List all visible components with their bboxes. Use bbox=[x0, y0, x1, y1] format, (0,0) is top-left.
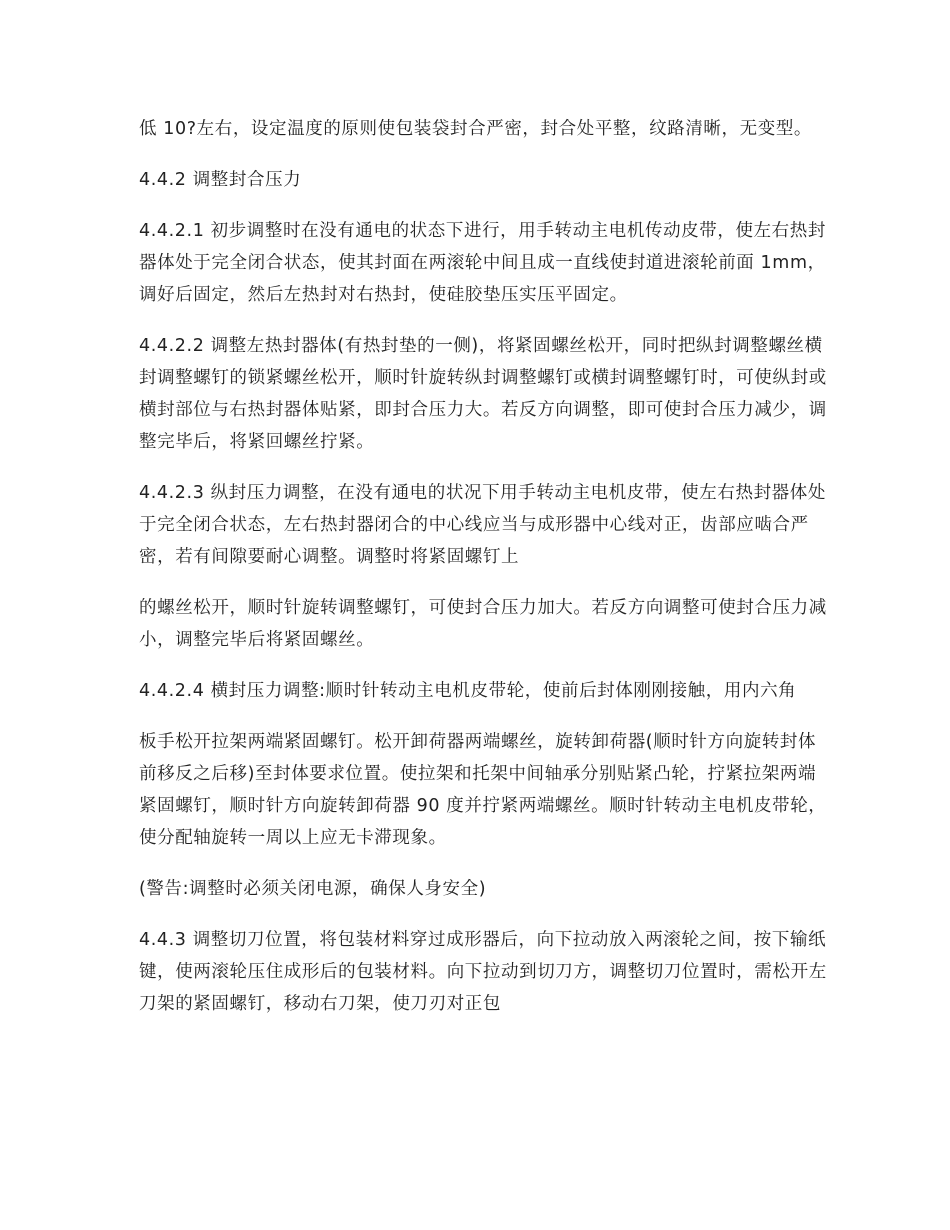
document-page bbox=[139, 113, 829, 1039]
paragraph-4-4-2-1: 4.4.2.1 初步调整时在没有通电的状态下进行，用手转动主电机传动皮带，使左右热封器体处于完全闭合状态，使其封面在两滚轮中间且成一直线使封道进滚轮前面 1mm，调好后固定，然后左热封对右热封，使硅胶垫压实压平固定。 bbox=[139, 221, 826, 305]
warning-note: (警告:调整时必须关闭电源，确保人身安全) bbox=[139, 879, 487, 899]
heading-4-4-2: 4.4.2 调整封合压力 bbox=[139, 170, 302, 190]
paragraph-4-4-2-2: 4.4.2.2 调整左热封器体(有热封垫的一侧)，将紧固螺丝松开，同时把纵封调整螺丝横封调整螺钉的锁紧螺丝松开，顺时针旋转纵封调整螺钉或横封调整螺钉时，可使纵封或横封部位与右热封器体贴紧，即封合压力大。若反方向调整，即可使封合压力减少，调整完毕后，将紧回螺丝拧紧。 bbox=[139, 336, 827, 452]
paragraph-4-4-3: 4.4.3 调整切刀位置，将包装材料穿过成形器后，向下拉动放入两滚轮之间，按下输纸键，使两滚轮压住成形后的包装材料。向下拉动到切刀方，调整切刀位置时，需松开左刀架的紧固螺钉，移动右刀架，使刀刃对正包 bbox=[139, 930, 827, 1014]
paragraph-4-4-2-3: 4.4.2.3 纵封压力调整，在没有通电的状况下用手转动主电机皮带，使左右热封器体处于完全闭合状态，左右热封器闭合的中心线应当与成形器中心线对正，齿部应啮合严密，若有间隙要耐心调整。调整时将紧固螺钉上 bbox=[139, 483, 826, 567]
paragraph-4-4-2-4: 4.4.2.4 横封压力调整:顺时针转动主电机皮带轮，使前后封体刚刚接触，用内六角 bbox=[139, 681, 797, 701]
paragraph-4-4-2-3-continued: 的螺丝松开，顺时针旋转调整螺钉，可使封合压力加大。若反方向调整可使封合压力减小，调整完毕后将紧固螺丝。 bbox=[139, 598, 827, 650]
paragraph-temperature-note: 低 10?左右，设定温度的原则使包装袋封合严密，封合处平整，纹路清晰，无变型。 bbox=[139, 119, 813, 139]
paragraph-4-4-2-4-continued: 板手松开拉架两端紧固螺钉。松开卸荷器两端螺丝，旋转卸荷器(顺时针方向旋转封体前移反之后移)至封体要求位置。使拉架和托架中间轴承分别贴紧凸轮，拧紧拉架两端紧固螺钉，顺时针方向旋转卸荷器 90 度并拧紧两端螺丝。顺时针转动主电机皮带轮，使分配轴旋转一周以上应无卡滞现象。 bbox=[139, 732, 827, 848]
